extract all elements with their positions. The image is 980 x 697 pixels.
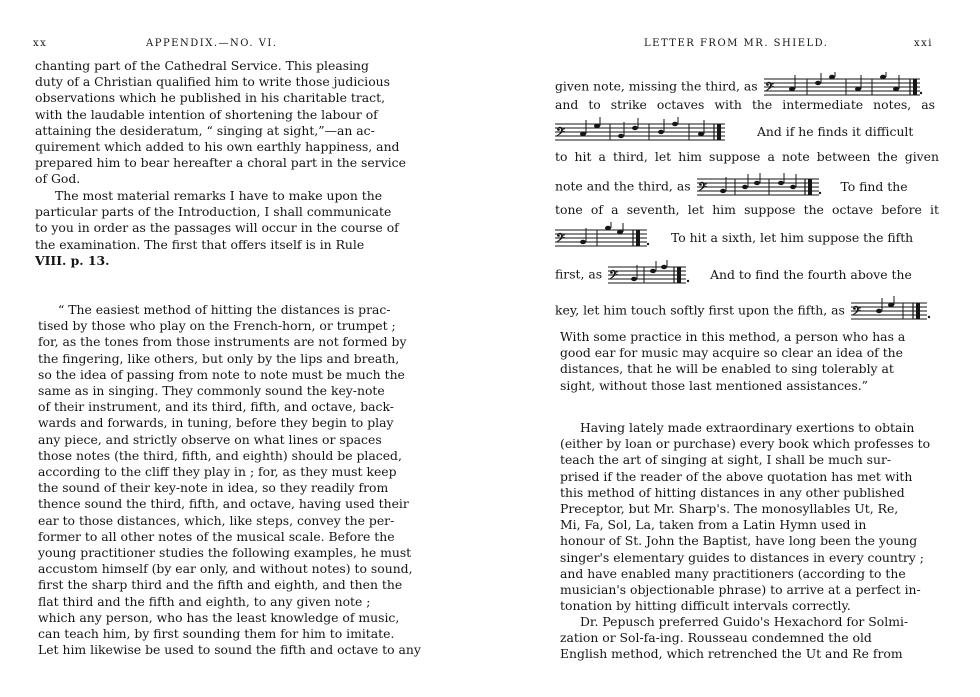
text-line: thence sound the third, fifth, and octave, having used their <box>38 496 409 512</box>
music-note-icon <box>672 117 678 126</box>
music-example-3 <box>695 172 825 202</box>
paragraph-b <box>560 614 942 663</box>
text-line: note and the third, as <box>555 178 691 194</box>
text-line: sight, without those last mentioned assistances.” <box>560 377 868 393</box>
text-line: To find the <box>840 178 908 194</box>
text-line: and have enabled many practitioners (according to the <box>560 565 906 581</box>
text-line: honour of St. John the Baptist, have long been the young <box>560 533 918 549</box>
text-line: same as in singing. They commonly sound the key-note <box>38 383 385 399</box>
text-line: VIII. p. 13. <box>35 252 110 268</box>
text-line: flat third and the fifth and eighth, to any given note ; <box>38 593 371 609</box>
text-line: given note, missing the third, as <box>555 78 758 94</box>
text-line: first the sharp third and the fifth and eighth, and then the <box>38 577 403 593</box>
text-line: observations which he published in his charitable tract, <box>35 90 386 106</box>
text-line: this method of hitting distances in any other published <box>560 484 905 500</box>
text-line: teach the art of singing at sight, I shall be much sur- <box>560 452 892 468</box>
text-line: to hit a third, let him suppose a note between the given <box>555 149 939 164</box>
text-line: tised by those who play on the French-horn, or trumpet ; <box>38 318 396 334</box>
bass-clef-icon: 𝄢 <box>609 269 619 285</box>
text-line: which any person, who has the least knowledge of music, <box>38 609 400 625</box>
paragraph-2 <box>35 188 417 269</box>
text-line: English method, which retrenched the Ut and Re from <box>560 646 903 662</box>
text-line: distances, that he will be enabled to sing tolerably at <box>560 361 894 377</box>
text-line: according to the cliff they play in ; for, as they must keep <box>38 464 397 480</box>
text-line: chanting part of the Cathedral Service. This pleasing <box>35 58 369 73</box>
music-note-icon <box>594 117 600 128</box>
text-line-with-music <box>553 222 913 254</box>
text-line-with-music <box>555 172 908 202</box>
text-line: to you in order as the passages will occur in the course of <box>35 220 399 236</box>
text-line: Mi, Fa, Sol, La, taken from a Latin Hymn used in <box>560 517 867 533</box>
text-line: Having lately made extraordinary exertions to obtain <box>580 420 915 435</box>
music-note-icon <box>658 119 664 134</box>
music-note-icon <box>742 174 748 189</box>
music-note-icon <box>880 72 886 79</box>
text-line: tonation by hitting difficult intervals correctly. <box>560 598 851 614</box>
left-page <box>0 0 472 697</box>
text-line: Preceptor, but Mr. Sharp's. The monosyllables Ut, Re, <box>560 501 899 517</box>
text-line: those notes (the third, fifth, and eighth) should be placed, <box>38 447 402 463</box>
text-line: so the idea of passing from note to note must be much the <box>38 366 405 382</box>
bass-clef-icon: 𝄢 <box>556 232 566 248</box>
text-line: for, as the tones from those instruments are not formed by <box>38 334 407 350</box>
text-line: And to find the fourth above the <box>710 266 912 282</box>
text-line: duty of a Christian qualified him to write those judicious <box>35 74 391 90</box>
paragraph-a <box>560 420 942 614</box>
text-line: any piece, and strictly observe on what lines or spaces <box>38 431 382 447</box>
text-line: accustom himself (by ear only, and without notes) to sound, <box>38 561 413 577</box>
text-line: wards and forwards, in tuning, before they begin to play <box>38 415 394 431</box>
text-line: of their instrument, and its third, fifth, and octave, back- <box>38 399 394 415</box>
text-line: can teach him, by first sounding them for him to imitate. <box>38 626 395 642</box>
text-line: with the laudable intention of shortening the labour of <box>35 106 378 122</box>
bar-line-icon <box>916 303 920 319</box>
quotation-end <box>560 329 942 394</box>
music-note-icon <box>605 222 611 230</box>
music-example-2 <box>553 117 743 147</box>
text-line: good ear for music may acquire so clear an idea of the <box>560 345 903 361</box>
text-line: Dr. Pepusch preferred Guido's Hexachord for Solmi- <box>580 614 909 629</box>
music-note-icon <box>876 298 882 313</box>
text-line: ear to those distances, which, like steps, convey the per- <box>38 512 395 528</box>
text-line: and to strike octaves with the intermediate notes, as <box>555 97 935 112</box>
book-gutter <box>472 0 508 697</box>
text-line: key, let him touch softly first upon the fifth, as <box>555 302 845 318</box>
text-line: the fingering, like others, but only by the lips and breath, <box>38 350 400 366</box>
page-number: xx <box>33 38 48 49</box>
music-note-icon <box>661 260 667 269</box>
bass-clef-icon: 𝄢 <box>556 126 566 142</box>
text-line: young practitioner studies the following examples, he must <box>38 545 412 561</box>
running-head: LETTER FROM MR. SHIELD. <box>644 38 829 49</box>
text-line: particular parts of the Introduction, I shall communicate <box>35 204 392 220</box>
text-line: the sound of their key-note in idea, so they readily from <box>38 480 389 496</box>
page-number: xxi <box>914 38 933 49</box>
text-line: prised if the reader of the above quotation has met with <box>560 468 913 484</box>
text-line: former to all other notes of the musical scale. Before the <box>38 528 395 544</box>
bar-line-icon <box>677 267 681 283</box>
text-line: prepared him to bear hereafter a choral part in the service <box>35 155 406 171</box>
text-line: And if he finds it difficult <box>756 123 914 139</box>
text-line: musician's objectionable phrase) to arrive at a perfect in- <box>560 582 921 598</box>
text-line: zation or Sol-fa-ing. Rousseau condemned the old <box>560 630 872 646</box>
music-example-5 <box>606 260 694 290</box>
bar-line-icon <box>717 124 721 140</box>
text-line: singer's elementary guides to distances in every country ; <box>560 549 924 565</box>
bass-clef-icon: 𝄢 <box>764 81 774 97</box>
text-line: quirement which added to his own earthly happiness, and <box>35 139 400 155</box>
text-line-with-music <box>555 296 935 326</box>
text-line: attaining the desideratum, “ singing at sight,”—an ac- <box>35 122 375 138</box>
text-line: To hit a sixth, let him suppose the fifth <box>670 229 914 245</box>
quotation <box>38 302 422 658</box>
text-line: (either by loan or purchase) every book which professes to <box>560 436 931 452</box>
music-example-6 <box>849 296 935 326</box>
text-line: Let him likewise be used to sound the fifth and octave to any <box>38 642 421 658</box>
text-line-with-music <box>553 117 913 147</box>
music-example-4 <box>553 222 653 254</box>
bass-clef-icon: 𝄢 <box>851 305 861 321</box>
text-line: “ The easiest method of hitting the distances is prac- <box>58 302 391 317</box>
music-note-icon <box>888 296 894 307</box>
text-line: With some practice in this method, a person who has a <box>560 329 906 344</box>
music-note-icon <box>829 72 835 79</box>
text-line-with-music <box>555 260 912 290</box>
bass-clef-icon: 𝄢 <box>697 181 707 197</box>
text-line: The most material remarks I have to make upon the <box>55 188 383 203</box>
text-line: the examination. The first that offers itself is in Rule <box>35 236 365 252</box>
text-line: tone of a seventh, let him suppose the octave before it <box>555 202 939 217</box>
bar-line-icon <box>913 79 917 95</box>
music-note-icon <box>790 174 796 189</box>
paragraph-1 <box>35 58 417 188</box>
right-page <box>508 0 980 697</box>
text-line: of God. <box>35 171 81 187</box>
bar-line-icon <box>808 179 812 195</box>
text-line: first, as <box>555 266 603 282</box>
music-note-icon <box>617 223 623 234</box>
bar-line-icon <box>636 230 640 246</box>
running-head: APPENDIX.—NO. VI. <box>146 38 278 49</box>
